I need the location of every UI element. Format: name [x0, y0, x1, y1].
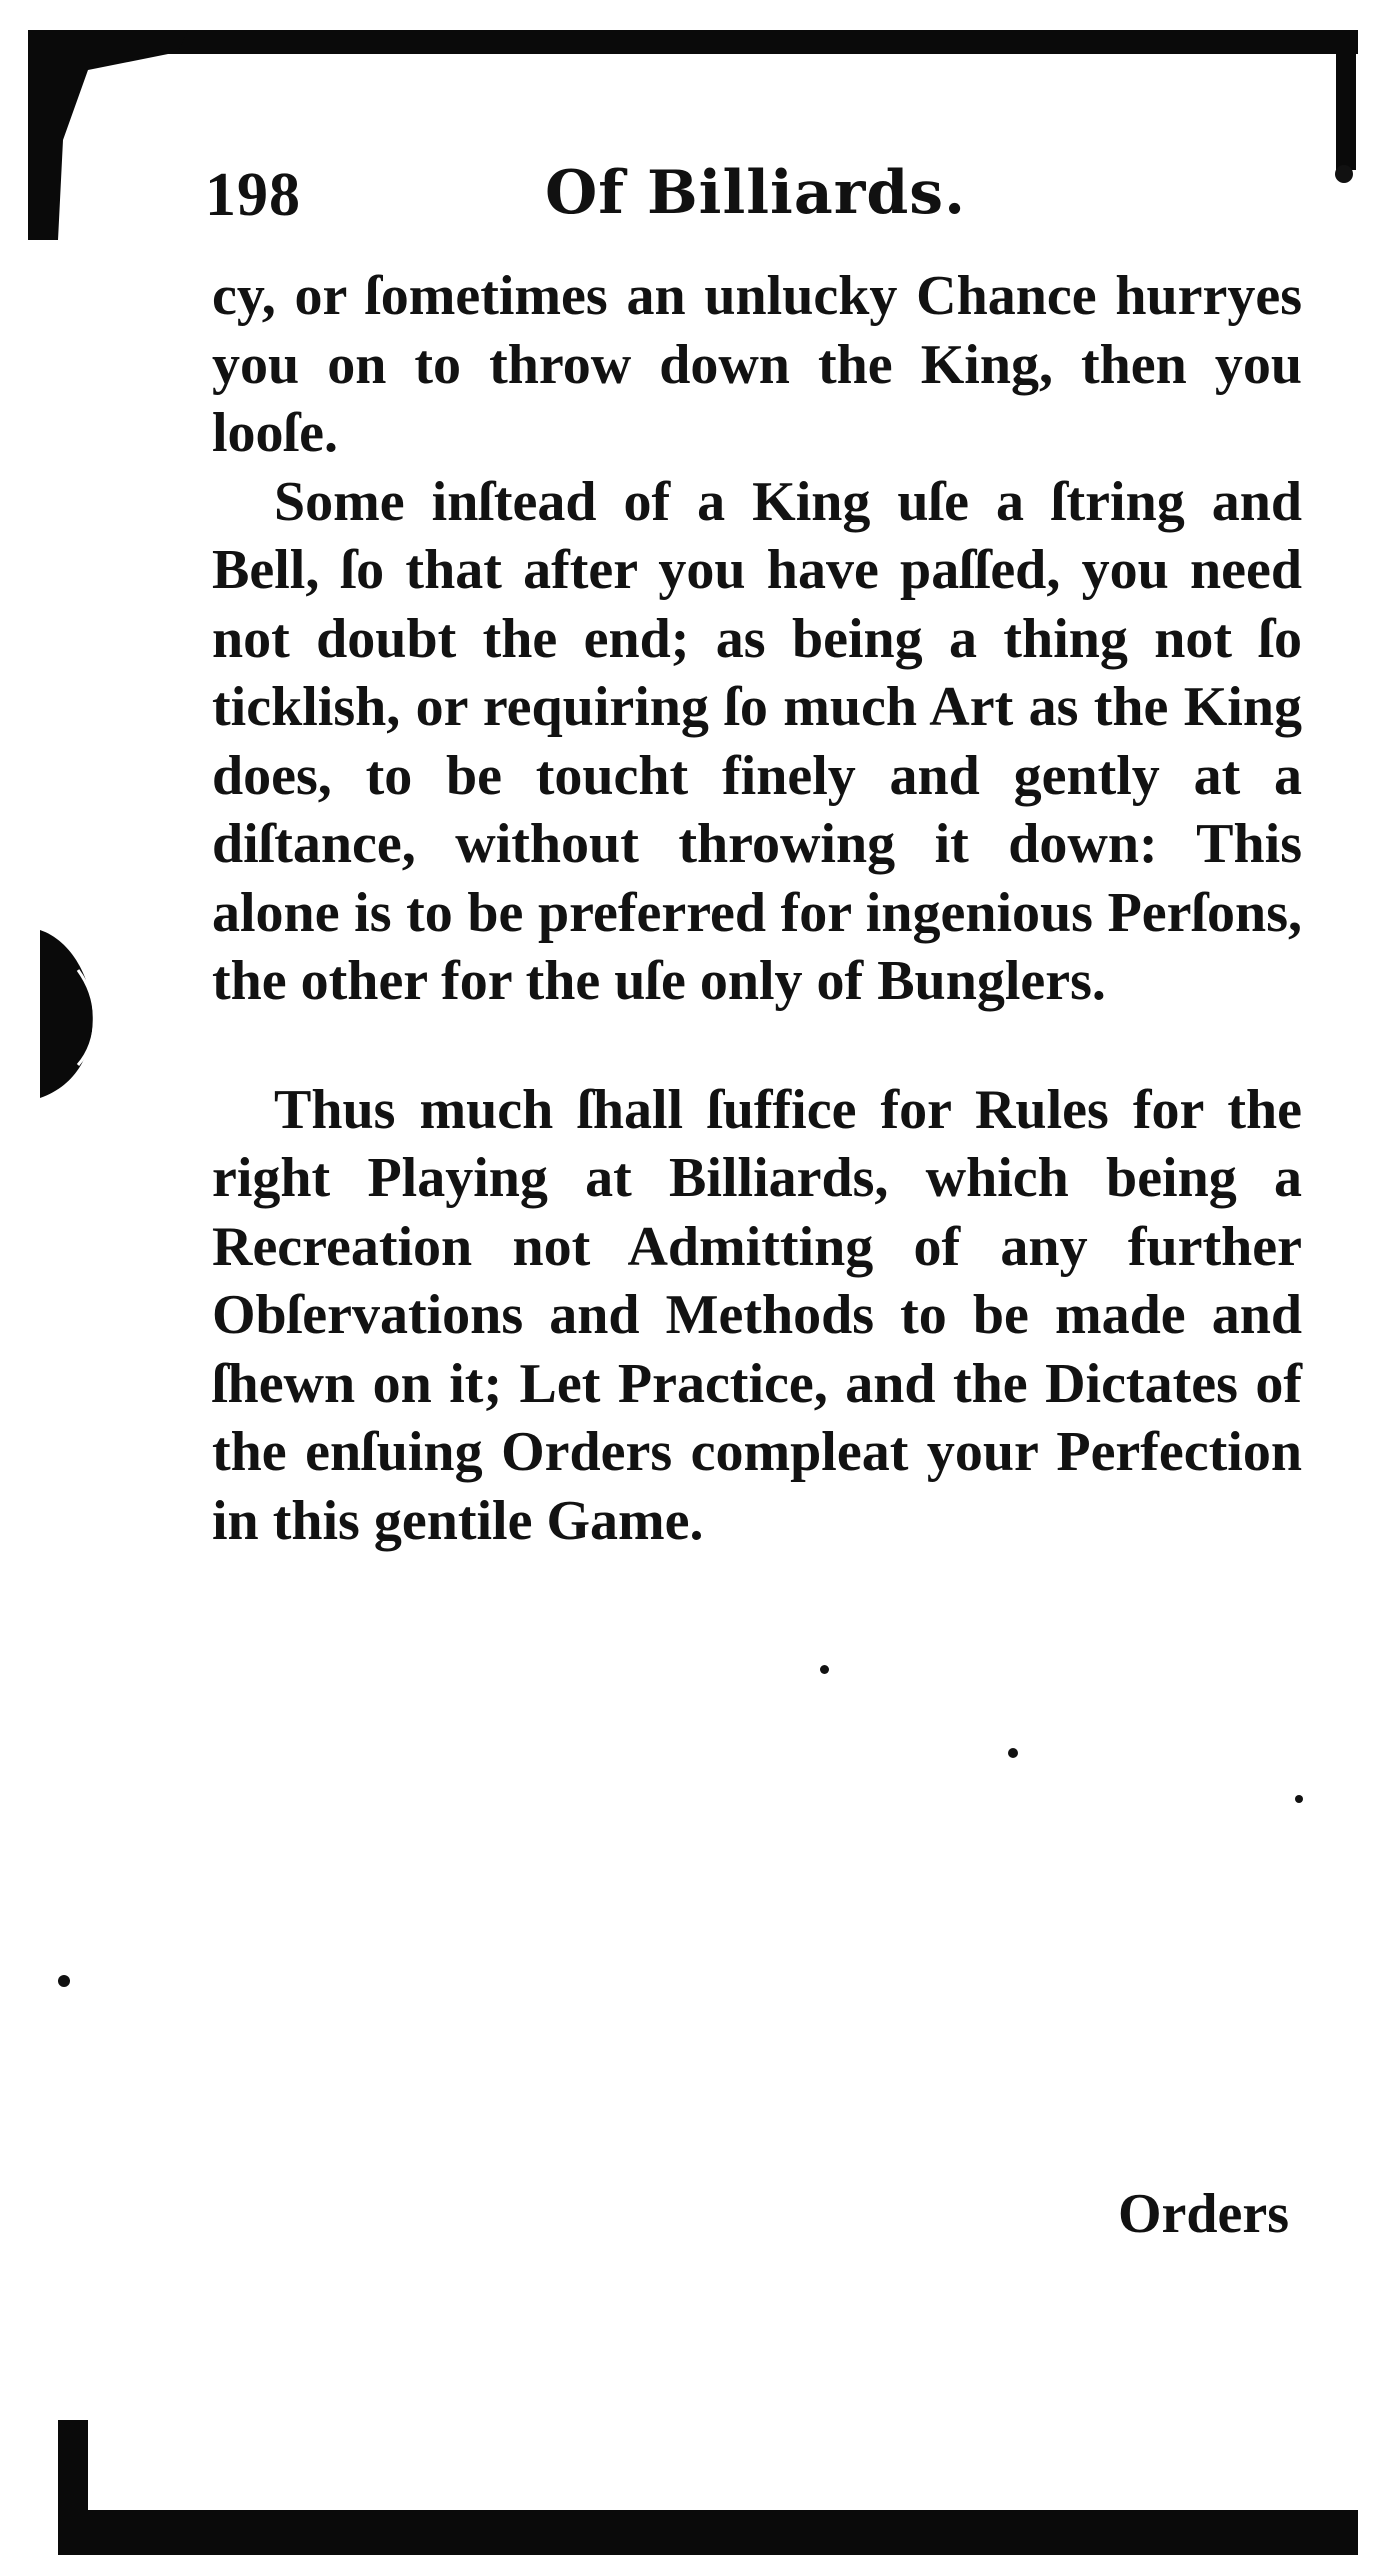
binding-mark: [40, 930, 112, 1098]
scan-border-top: [28, 30, 1358, 54]
running-head: Of Billiards.: [545, 158, 966, 228]
scan-border-right: [1336, 30, 1356, 170]
body-text: [212, 262, 1302, 1555]
scan-border-bottom: [58, 2510, 1358, 2555]
catchword: Orders: [1118, 2183, 1290, 2245]
paragraph: cy, or ſometimes an unlucky Chance hurryes you on to throw down the King, then you looſe.: [212, 265, 1302, 464]
page-header: [205, 160, 1325, 240]
ink-speck: [58, 1975, 70, 1987]
paragraph-gap: [212, 1016, 1302, 1076]
ink-speck: [1008, 1748, 1018, 1758]
ink-speck: [1335, 165, 1353, 183]
scan-border-bottom-left: [58, 2420, 88, 2555]
paragraph: Some inſtead of a King uſe a ſtring and Bell, ſo that after you have paſſed, you need not doubt the end; as being a thing not ſo ticklish, or requiring ſo much Art as the King does, to be toucht finely and gently at a diſtance, without throwing it down: This alone is to be preferred for ingenious Perſons, the other for the uſe only of Bunglers.: [212, 470, 1302, 1012]
torn-corner-mark: [28, 30, 188, 240]
ink-speck: [820, 1665, 829, 1674]
page-number: 198: [205, 161, 301, 229]
ink-speck: [1295, 1795, 1303, 1803]
paragraph: Thus much ſhall ſuffice for Rules for the right Playing at Billiards, which being a Recreation not Admitting of any further Obſervations and Methods to be made and ſhewn on it; Let Practice, and the Dictates of the enſuing Orders compleat your Perfection in this gentile Game.: [212, 1078, 1302, 1552]
